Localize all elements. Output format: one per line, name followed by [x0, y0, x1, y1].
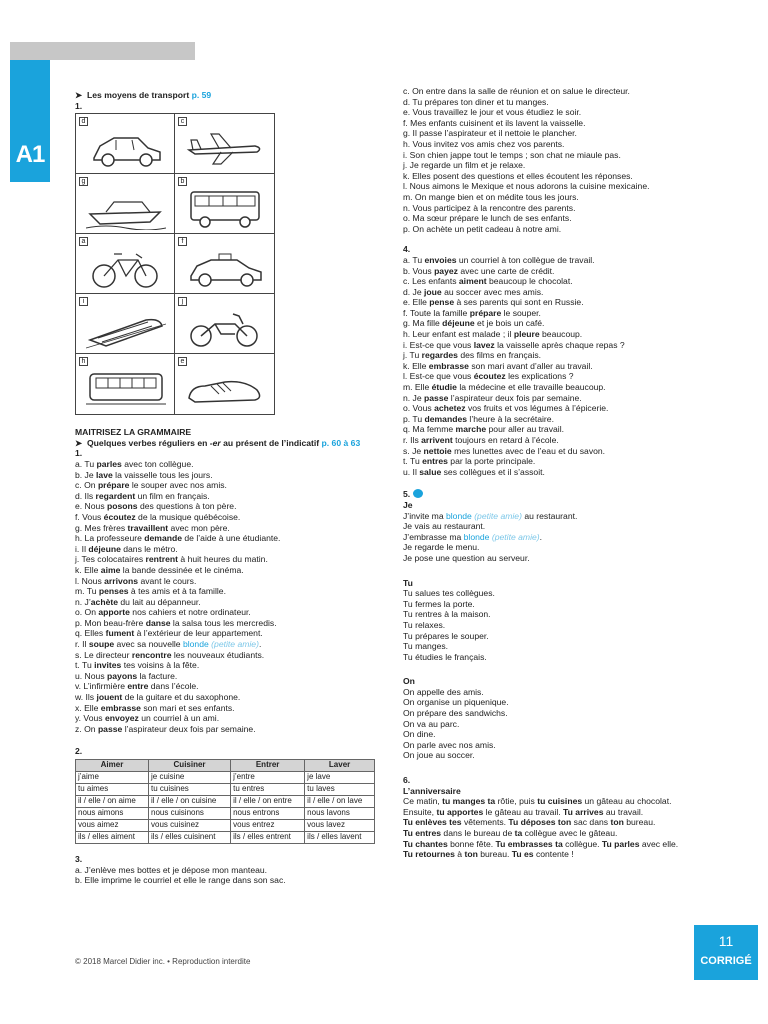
- list-item: i. Il déjeune dans le métro.: [75, 543, 178, 554]
- list-item: g. Ma fille déjeune et je bois un café.: [403, 318, 545, 329]
- list-item: n. Vous participez à la rencontre des parents.: [403, 202, 576, 213]
- list-item: d. Tu prépares ton diner et tu manges.: [403, 96, 549, 107]
- list-item: t. Tu invites tes voisins à la fête.: [75, 660, 200, 671]
- list-item: Tu rentres à la maison.: [403, 609, 491, 620]
- list-item: On joue au soccer.: [403, 750, 475, 761]
- list-item: h. Leur enfant est malade ; il pleure beaucoup.: [403, 329, 583, 340]
- bicycle-icon: [86, 244, 166, 290]
- list-item: h. Vous invitez vos amis chez vos parents.: [403, 138, 565, 149]
- list-item: t. Tu entres par la porte principale.: [403, 456, 536, 467]
- table-row: [76, 808, 375, 820]
- list-item: r. Ils arrivent toujours en retard à l’école.: [403, 435, 559, 445]
- list-item: a. Tu envoies un courriel à ton collègue de travail.: [403, 254, 595, 265]
- exercise-6-title: L’anniversaire: [403, 785, 461, 796]
- table-cell: il / elle / on aime: [76, 796, 149, 808]
- list-item: m. On mange bien et on médite tous les jours.: [403, 191, 579, 202]
- list-item: l. Est-ce que vous écoutez les explications ?: [403, 371, 574, 382]
- table-cell: vous cuisinez: [149, 820, 231, 832]
- table-cell: nous cuisinons: [149, 808, 231, 820]
- list-item: g. Mes frères travaillent avec mon père.: [75, 522, 230, 533]
- list-item: Ce matin, tu manges ta rôtie, puis tu cuisines un gâteau au chocolat.: [403, 796, 672, 807]
- list-item: w. Ils jouent de la guitare et du saxophone.: [75, 692, 241, 703]
- table-cell: nous lavons: [305, 808, 375, 820]
- table-cell: nous entrons: [231, 808, 305, 820]
- list-item: n. J’achète du lait au dépanneur.: [75, 596, 201, 607]
- page-label: CORRIGÉ: [700, 955, 752, 967]
- list-item: On va au parc.: [403, 718, 460, 729]
- car-icon: [86, 124, 166, 170]
- subject-title-on: On: [403, 676, 415, 687]
- table-cell: j’aime: [76, 772, 149, 784]
- table-cell: ils / elles entrent: [231, 832, 305, 844]
- list-item: f. Vous écoutez de la musique québécoise.: [75, 511, 241, 522]
- list-item: v. L’infirmière entre dans l’école.: [75, 681, 199, 692]
- copyright-footer: © 2018 Marcel Didier inc. • Reproduction interdite: [75, 957, 251, 966]
- list-item: e. Nous posons des questions à ton père.: [75, 501, 237, 512]
- list-item: q. Elles fument à l’extérieur de leur appartement.: [75, 628, 263, 639]
- transport-cell: [175, 294, 274, 354]
- list-item: j. Tes colocataires rentrent à huit heures du matin.: [75, 554, 268, 565]
- answer-letter: i: [79, 297, 88, 306]
- list-item: b. Elle imprime le courriel et elle le range dans son sac.: [75, 875, 286, 886]
- list-item: On parle avec nos amis.: [403, 739, 496, 750]
- list-item: Tu entres dans le bureau de ta collègue avec le gâteau.: [403, 828, 618, 838]
- list-item: Tu prépares le souper.: [403, 630, 489, 641]
- answer-letter: a: [79, 237, 88, 246]
- exercise-number: 2.: [75, 746, 83, 757]
- list-item: o. On apporte nos cahiers et notre ordinateur.: [75, 607, 251, 618]
- list-item: g. Il passe l’aspirateur et il nettoie le plancher.: [403, 128, 577, 139]
- exercise-number: 1.: [75, 448, 83, 459]
- list-item: u. Il salue ses collègues et il s’assoit.: [403, 466, 545, 477]
- table-cell: ils / elles lavent: [305, 832, 375, 844]
- grammar-subtitle: ➤ Quelques verbes réguliers en -er au présent de l’indicatif p. 60 à 63: [75, 437, 361, 448]
- exercise-number: 4.: [403, 244, 411, 255]
- list-item: Je pose une question au serveur.: [403, 552, 530, 563]
- list-item: J’embrasse ma blonde (petite amie).: [403, 531, 543, 542]
- list-item: e. Elle pense à ses parents qui sont en Russie.: [403, 297, 584, 308]
- list-item: b. Vous payez avec une carte de crédit.: [403, 265, 555, 276]
- list-item: k. Elle embrasse son mari avant d’aller au travail.: [403, 360, 593, 371]
- list-item: p. Mon beau-frère danse la salsa tous les mercredis.: [75, 617, 277, 628]
- transport-cell: [76, 354, 175, 414]
- list-item: y. Vous envoyez un courriel à un ami.: [75, 713, 220, 724]
- list-item: Tu retournes à ton bureau. Tu es contente !: [403, 849, 574, 860]
- list-item: n. Je passe l’aspirateur deux fois par semaine.: [403, 392, 582, 403]
- list-item: m. Elle étudie la médecine et elle travaille beaucoup.: [403, 382, 606, 393]
- transport-cell: [175, 174, 274, 234]
- taxi-icon: [185, 244, 265, 290]
- table-cell: il / elle / on lave: [305, 796, 375, 808]
- header-bar: [10, 42, 195, 60]
- table-cell: il / elle / on entre: [231, 796, 305, 808]
- table-cell: vous entrez: [231, 820, 305, 832]
- list-item: j. Je regarde un film et je relaxe.: [403, 160, 526, 171]
- speech-bubble-icon: [413, 489, 423, 498]
- table-cell: je lave: [305, 772, 375, 784]
- list-item: Je vais au restaurant.: [403, 521, 486, 532]
- table-cell: vous lavez: [305, 820, 375, 832]
- table-header-cell: Laver: [305, 760, 375, 772]
- table-header-cell: Aimer: [76, 760, 149, 772]
- page-reference: p. 59: [191, 90, 212, 100]
- arrow-icon: ➤: [75, 437, 83, 448]
- subject-title-je: Je: [403, 499, 413, 510]
- list-item: On dine.: [403, 729, 436, 740]
- page-reference: p. 60 à 63: [321, 437, 361, 448]
- answer-letter: j: [178, 297, 187, 306]
- answer-letter: e: [178, 357, 187, 366]
- transport-grid: [75, 113, 275, 415]
- exercise-3-continued: [403, 86, 703, 234]
- list-item: Tu étudies le français.: [403, 651, 487, 662]
- list-item: j. Tu regardes des films en français.: [403, 350, 542, 361]
- table-row: [76, 796, 375, 808]
- table-row: [76, 772, 375, 784]
- table-cell: tu cuisines: [149, 784, 231, 796]
- transport-cell: [175, 114, 274, 174]
- table-row: [76, 820, 375, 832]
- page-tab: [694, 925, 758, 980]
- list-item: d. Ils regardent un film en français.: [75, 490, 210, 501]
- list-item: d. Je joue au soccer avec mes amis.: [403, 286, 544, 297]
- list-item: l. Nous aimons le Mexique et nous adorons la cuisine mexicaine.: [403, 181, 650, 192]
- airplane-icon: [185, 124, 265, 170]
- table-cell: je cuisine: [149, 772, 231, 784]
- train-icon: [86, 304, 166, 350]
- table-header-cell: Cuisiner: [149, 760, 231, 772]
- transport-cell: [76, 174, 175, 234]
- exercise-5-heading: 5.: [403, 489, 703, 500]
- answer-letter: c: [178, 117, 187, 126]
- table-cell: tu laves: [305, 784, 375, 796]
- list-item: p. On achète un petit cadeau à notre ami.: [403, 223, 562, 234]
- metro-icon: [86, 364, 166, 410]
- exercise-1-list: [75, 459, 380, 734]
- table-cell: tu entres: [231, 784, 305, 796]
- arrow-icon: ➤: [75, 90, 83, 100]
- level-label: A1: [15, 141, 45, 168]
- table-cell: nous aimons: [76, 808, 149, 820]
- list-item: Tu manges.: [403, 641, 449, 652]
- exercise-number: 3.: [75, 854, 83, 864]
- list-item: Je regarde le menu.: [403, 542, 480, 553]
- table-cell: j’entre: [231, 772, 305, 784]
- subject-title-tu: Tu: [403, 577, 413, 588]
- list-item: b. Je lave la vaisselle tous les jours.: [75, 469, 213, 480]
- table-header-row: [76, 760, 375, 772]
- transport-cell: [76, 234, 175, 294]
- level-tab: [10, 60, 50, 182]
- table-cell: ils / elles aiment: [76, 832, 149, 844]
- table-row: [76, 832, 375, 844]
- list-item: Tu salues tes collègues.: [403, 588, 495, 599]
- answer-letter: f: [178, 237, 187, 246]
- shoe-icon: [185, 364, 265, 410]
- transport-heading: ➤ Les moyens de transport p. 59: [75, 90, 212, 100]
- list-item: r. Il soupe avec sa nouvelle blonde (petite amie).: [75, 639, 262, 650]
- list-item: l. Nous arrivons avant le cours.: [75, 575, 197, 586]
- list-item: a. Tu parles avec ton collègue.: [75, 458, 194, 469]
- list-item: q. Ma femme marche pour aller au travail.: [403, 424, 564, 435]
- list-item: c. On prépare le souper avec nos amis.: [75, 480, 227, 491]
- answer-letter: b: [178, 177, 187, 186]
- list-item: J’invite ma blonde (petite amie) au restaurant.: [403, 510, 578, 521]
- table-header-cell: Entrer: [231, 760, 305, 772]
- exercise-number: 6.: [403, 775, 411, 786]
- conjugation-table: [75, 759, 375, 844]
- list-item: z. On passe l’aspirateur deux fois par semaine.: [75, 723, 256, 734]
- list-item: Tu chantes bonne fête. Tu embrasses ta collègue. Tu parles avec elle.: [403, 838, 679, 849]
- list-item: f. Toute la famille prépare le souper.: [403, 307, 541, 318]
- list-item: k. Elles posent des questions et elles écoutent les réponses.: [403, 170, 633, 181]
- list-item: u. Nous payons la facture.: [75, 670, 178, 681]
- list-item: s. Je nettoie mes lunettes avec de l’eau et du savon.: [403, 445, 606, 456]
- page-number: 11: [718, 933, 734, 949]
- table-cell: vous aimez: [76, 820, 149, 832]
- motorcycle-icon: [185, 304, 265, 350]
- list-item: o. Ma sœur prépare le lunch de ses enfants.: [403, 213, 572, 224]
- right-column: [403, 86, 703, 860]
- list-item: h. La professeure demande de l’aide à une étudiante.: [75, 533, 281, 544]
- boat-icon: [86, 184, 166, 230]
- list-item: Tu relaxes.: [403, 619, 446, 630]
- list-item: Tu enlèves tes vêtements. Tu déposes ton sac dans ton bureau.: [403, 817, 656, 828]
- left-column: [75, 90, 380, 886]
- table-cell: tu aimes: [76, 784, 149, 796]
- bus-icon: [185, 184, 265, 230]
- exercise-4-list: [403, 255, 703, 477]
- table-cell: ils / elles cuisinent: [149, 832, 231, 844]
- transport-cell: [175, 234, 274, 294]
- list-item: p. Tu demandes l’heure à la secrétaire.: [403, 413, 554, 424]
- section-title: MAITRISEZ LA GRAMMAIRE: [75, 427, 192, 438]
- list-item: e. Vous travaillez le jour et vous étudiez le soir.: [403, 107, 582, 118]
- transport-cell: [76, 114, 175, 174]
- list-item: s. Le directeur rencontre les nouveaux étudiants.: [75, 649, 265, 660]
- list-item: x. Elle embrasse son mari et ses enfants.: [75, 702, 235, 713]
- list-item: c. On entre dans la salle de réunion et on salue le directeur.: [403, 86, 630, 96]
- transport-cell: [175, 354, 274, 414]
- list-item: i. Son chien jappe tout le temps ; son chat ne miaule pas.: [403, 149, 621, 160]
- list-item: Ensuite, tu apportes le gâteau au travail. Tu arrives au travail.: [403, 806, 644, 817]
- list-item: On appelle des amis.: [403, 686, 484, 697]
- transport-cell: [76, 294, 175, 354]
- exercise-number: 1.: [75, 100, 83, 111]
- list-item: Tu fermes la porte.: [403, 598, 475, 609]
- answer-letter: h: [79, 357, 88, 366]
- table-row: [76, 784, 375, 796]
- list-item: o. Vous achetez vos fruits et vos légumes à l’épicerie.: [403, 403, 609, 414]
- list-item: i. Est-ce que vous lavez la vaisselle après chaque repas ?: [403, 339, 625, 350]
- list-item: On organise un piquenique.: [403, 697, 509, 708]
- table-cell: il / elle / on cuisine: [149, 796, 231, 808]
- list-item: f. Mes enfants cuisinent et ils lavent la vaisselle.: [403, 117, 586, 128]
- list-item: k. Elle aime la bande dessinée et le cinéma.: [75, 564, 244, 575]
- list-item: m. Tu penses à tes amis et à ta famille.: [75, 586, 226, 597]
- list-item: c. Les enfants aiment beaucoup le chocolat.: [403, 276, 573, 287]
- list-item: a. J’enlève mes bottes et je dépose mon manteau.: [75, 864, 268, 875]
- answer-letter: g: [79, 177, 88, 186]
- answer-letter: d: [79, 117, 88, 126]
- list-item: On prépare des sandwichs.: [403, 708, 508, 719]
